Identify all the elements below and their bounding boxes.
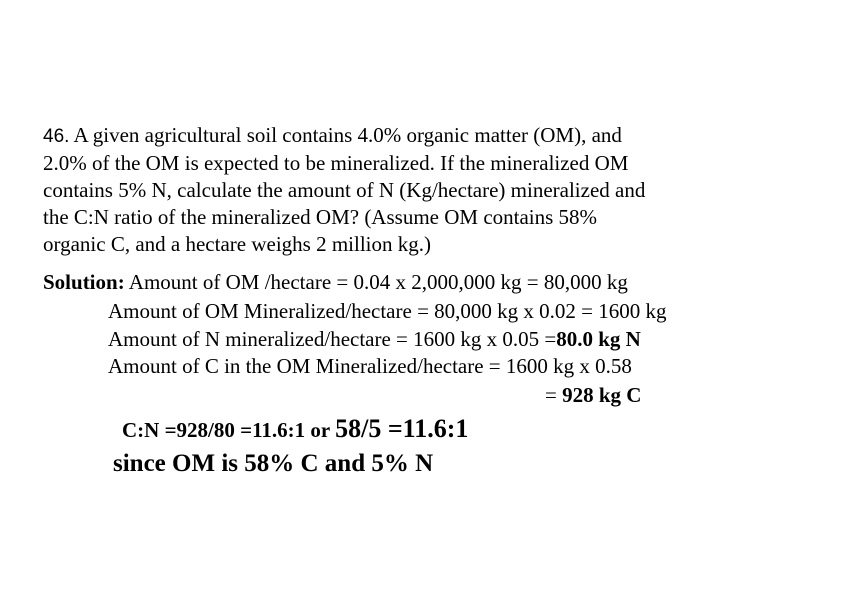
cn-ratio	[122, 414, 468, 444]
cn-ratio-part-1: C:N =928/80 =11.6:1 or	[122, 418, 336, 442]
problem-line: the C:N ratio of the mineralized OM? (Assume OM contains 58%	[43, 205, 598, 229]
cn-ratio-part-2: 58/5 =11.6:1	[335, 414, 469, 443]
problem-line-text: A given agricultural soil contains 4.0% organic matter (OM), and	[69, 123, 622, 147]
carbon-result: 928 kg C	[562, 383, 642, 407]
solution-step-2: Amount of OM Mineralized/hectare = 80,000 kg x 0.02 = 1600 kg	[108, 299, 667, 323]
nitrogen-result: 80.0 kg N	[556, 327, 641, 351]
solution-step-3	[108, 326, 641, 353]
solution-step-1-text: Amount of OM /hectare = 0.04 x 2,000,000 kg = 80,000 kg	[124, 270, 628, 294]
solution-step-1	[43, 269, 628, 296]
solution-step-4: Amount of C in the OM Mineralized/hectare = 1600 kg x 0.58	[108, 354, 632, 378]
problem-line: 2.0% of the OM is expected to be mineralized. If the mineralized OM	[43, 151, 629, 175]
problem-line: organic C, and a hectare weighs 2 million kg.)	[43, 232, 432, 256]
question-number: 46.	[43, 126, 70, 147]
solution-step-5	[545, 382, 641, 409]
solution-label: Solution:	[43, 270, 125, 294]
equals-sign: =	[545, 383, 563, 407]
ratio-explanation: since OM is 58% C and 5% N	[113, 450, 434, 477]
problem-line	[43, 122, 743, 150]
problem-statement	[43, 122, 743, 258]
problem-line: contains 5% N, calculate the amount of N (Kg/hectare) mineralized and	[43, 178, 646, 202]
solution-step-3-text: Amount of N mineralized/hectare = 1600 kg x 0.05 =	[108, 327, 557, 351]
